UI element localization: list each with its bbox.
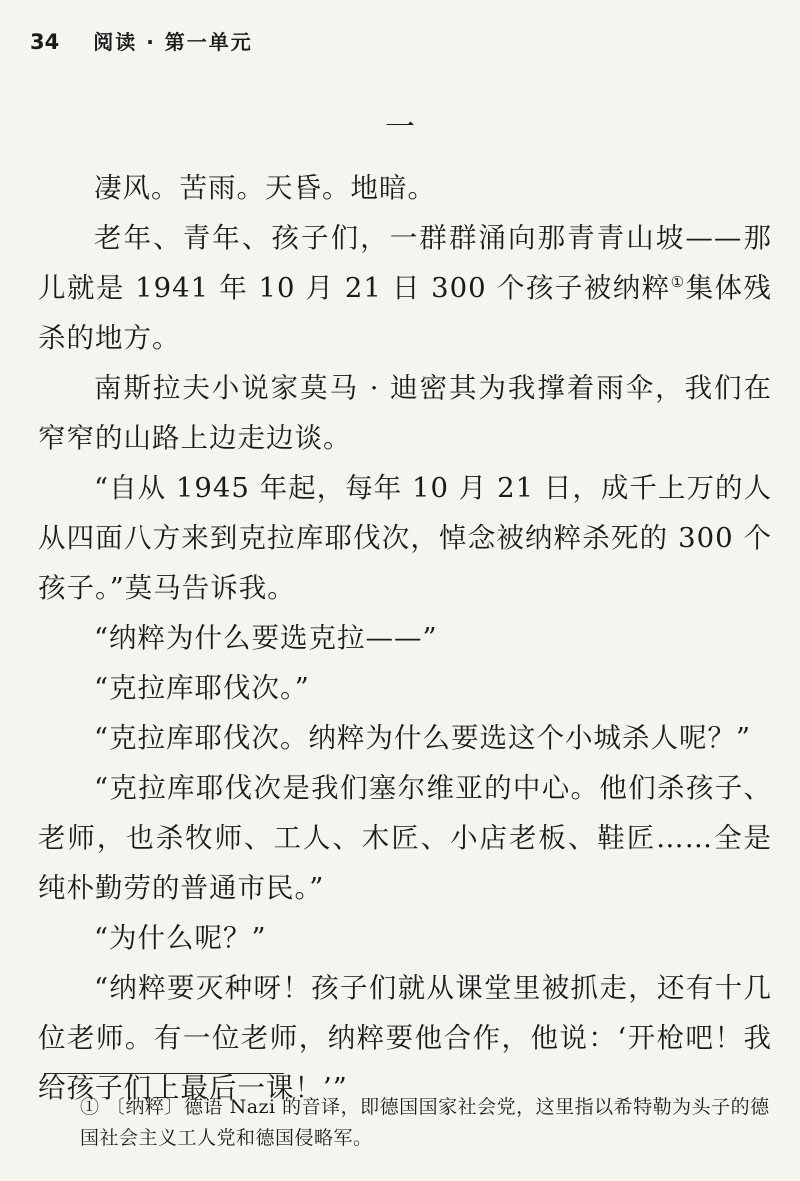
footnote-reference: ① [670, 272, 686, 291]
paragraph: “克拉库耶伐次。纳粹为什么要选这个小城杀人呢？” [94, 722, 752, 754]
page-header [30, 26, 253, 56]
paragraph: “自从 1945 年起，每年 10 月 21 日，成千上万的人从四面八方来到克拉库耶伐次，悼念被纳粹杀死的 300 个孩子。”莫马告诉我。 [38, 472, 772, 604]
paragraph [38, 213, 772, 363]
paragraph-text: 老年、青年、孩子们，一群群涌向那青青山坡——那儿就是 1941 年 10 月 21 日 300 个孩子被纳粹 [38, 222, 772, 304]
running-head: 阅读 · 第一单元 [93, 30, 253, 54]
paragraph: “为什么呢？” [94, 922, 267, 954]
footnote-text: ① 〔纳粹〕德语 Nazi 的音译，即德国国家社会党，这里指以希特勒为头子的德国社会主义工人党和德国侵略军。 [80, 1096, 770, 1149]
page-number: 34 [30, 30, 60, 54]
paragraph: “克拉库耶伐次。” [94, 672, 310, 704]
paragraph: 南斯拉夫小说家莫马 · 迪密其为我撑着雨伞，我们在窄窄的山路上边走边谈。 [38, 372, 772, 454]
footnote [80, 1092, 770, 1154]
paragraph: “纳粹为什么要选克拉——” [94, 622, 438, 654]
paragraph: “克拉库耶伐次是我们塞尔维亚的中心。他们杀孩子、老师，也杀牧师、工人、木匠、小店老板、鞋匠……全是纯朴勤劳的普通市民。” [38, 772, 772, 904]
footnote-divider [44, 1073, 284, 1074]
body-text [38, 163, 772, 1113]
paragraph: “纳粹要灭种呀！孩子们就从课堂里被抓走，还有十几位老师。有一位老师，纳粹要他合作，他说：‘开枪吧！我给孩子们上最后一课！’” [38, 972, 772, 1104]
paragraph-text: 集体残杀的地方。 [38, 272, 773, 354]
paragraph: 凄风。苦雨。天昏。地暗。 [94, 172, 436, 204]
section-number: 一 [385, 110, 415, 145]
